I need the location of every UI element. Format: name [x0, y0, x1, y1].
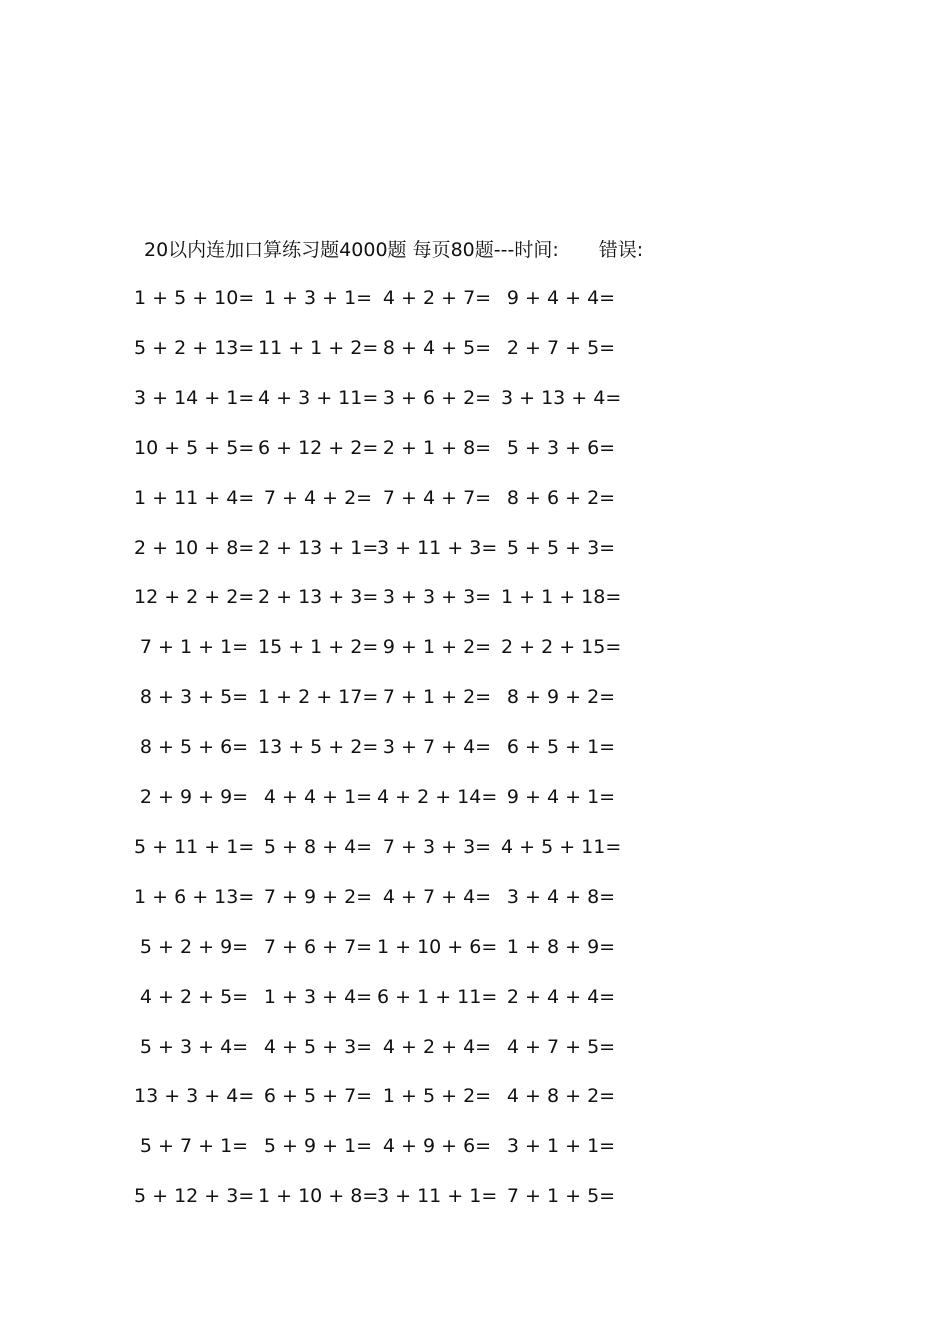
- problem-item: 5 + 12 + 3=: [134, 1185, 255, 1207]
- problem-item: 2 + 9 + 9=: [139, 786, 249, 808]
- problem-item: 8 + 3 + 5=: [139, 686, 249, 708]
- problem-item: 8 + 5 + 6=: [139, 736, 249, 758]
- problem-item: 9 + 1 + 2=: [382, 636, 492, 658]
- problem-item: 1 + 3 + 4=: [263, 986, 373, 1008]
- problem-item: 1 + 1 + 18=: [501, 586, 622, 608]
- problem-item: 4 + 5 + 11=: [501, 836, 622, 858]
- problem-item: 3 + 1 + 1=: [506, 1135, 616, 1157]
- problem-item: 1 + 3 + 1=: [263, 287, 373, 309]
- problem-item: 4 + 5 + 3=: [263, 1036, 373, 1058]
- problem-item: 1 + 6 + 13=: [134, 886, 255, 908]
- problem-item: 5 + 7 + 1=: [139, 1135, 249, 1157]
- problem-item: 4 + 2 + 14=: [377, 786, 498, 808]
- problem-item: 13 + 5 + 2=: [258, 736, 379, 758]
- problem-item: 3 + 14 + 1=: [134, 387, 255, 409]
- problem-item: 13 + 3 + 4=: [134, 1085, 255, 1107]
- problem-item: 2 + 7 + 5=: [506, 337, 616, 359]
- problem-item: 8 + 9 + 2=: [506, 686, 616, 708]
- problem-item: 4 + 2 + 5=: [139, 986, 249, 1008]
- problem-item: 4 + 3 + 11=: [258, 387, 379, 409]
- problem-item: 11 + 1 + 2=: [258, 337, 379, 359]
- problem-item: 1 + 2 + 17=: [258, 686, 379, 708]
- problem-item: 7 + 1 + 2=: [382, 686, 492, 708]
- problem-item: 1 + 10 + 6=: [377, 936, 498, 958]
- problem-item: 9 + 4 + 1=: [506, 786, 616, 808]
- problem-item: 2 + 13 + 3=: [258, 586, 379, 608]
- problem-item: 2 + 2 + 15=: [501, 636, 622, 658]
- problem-item: 15 + 1 + 2=: [258, 636, 379, 658]
- problem-item: 3 + 4 + 8=: [506, 886, 616, 908]
- problem-item: 9 + 4 + 4=: [506, 287, 616, 309]
- problem-item: 2 + 13 + 1=: [258, 537, 379, 559]
- problem-item: 5 + 3 + 6=: [506, 437, 616, 459]
- problem-item: 4 + 9 + 6=: [382, 1135, 492, 1157]
- problem-item: 7 + 3 + 3=: [382, 836, 492, 858]
- problem-item: 5 + 3 + 4=: [139, 1036, 249, 1058]
- problem-item: 1 + 5 + 2=: [382, 1085, 492, 1107]
- problem-item: 3 + 7 + 4=: [382, 736, 492, 758]
- problem-item: 4 + 8 + 2=: [506, 1085, 616, 1107]
- problem-item: 7 + 9 + 2=: [263, 886, 373, 908]
- problem-item: 2 + 4 + 4=: [506, 986, 616, 1008]
- problem-item: 1 + 11 + 4=: [134, 487, 255, 509]
- problem-item: 4 + 7 + 4=: [382, 886, 492, 908]
- problem-item: 5 + 2 + 9=: [139, 936, 249, 958]
- problem-item: 6 + 5 + 1=: [506, 736, 616, 758]
- problem-item: 2 + 10 + 8=: [134, 537, 255, 559]
- problem-item: 5 + 2 + 13=: [134, 337, 255, 359]
- problem-item: 4 + 4 + 1=: [263, 786, 373, 808]
- problem-item: 12 + 2 + 2=: [134, 586, 255, 608]
- problem-item: 1 + 10 + 8=: [258, 1185, 379, 1207]
- problem-item: 3 + 11 + 1=: [377, 1185, 498, 1207]
- problem-item: 7 + 4 + 7=: [382, 487, 492, 509]
- problem-item: 7 + 6 + 7=: [263, 936, 373, 958]
- problem-item: 7 + 1 + 1=: [139, 636, 249, 658]
- worksheet-title: 20以内连加口算练习题4000题 每页80题---时间:: [144, 239, 559, 261]
- problem-item: 6 + 12 + 2=: [258, 437, 379, 459]
- problem-item: 1 + 8 + 9=: [506, 936, 616, 958]
- problem-item: 4 + 7 + 5=: [506, 1036, 616, 1058]
- problem-item: 8 + 6 + 2=: [506, 487, 616, 509]
- problem-item: 4 + 2 + 4=: [382, 1036, 492, 1058]
- problem-item: 6 + 1 + 11=: [377, 986, 498, 1008]
- problem-item: 7 + 4 + 2=: [263, 487, 373, 509]
- problem-item: 7 + 1 + 5=: [506, 1185, 616, 1207]
- problem-item: 1 + 5 + 10=: [134, 287, 255, 309]
- problem-item: 3 + 3 + 3=: [382, 586, 492, 608]
- problem-item: 3 + 6 + 2=: [382, 387, 492, 409]
- problem-item: 5 + 5 + 3=: [506, 537, 616, 559]
- problem-item: 5 + 11 + 1=: [134, 836, 255, 858]
- problem-item: 5 + 9 + 1=: [263, 1135, 373, 1157]
- problem-item: 4 + 2 + 7=: [382, 287, 492, 309]
- problem-item: 6 + 5 + 7=: [263, 1085, 373, 1107]
- errors-label: 错误:: [598, 239, 644, 261]
- problem-item: 8 + 4 + 5=: [382, 337, 492, 359]
- problem-item: 3 + 13 + 4=: [501, 387, 622, 409]
- problem-item: 2 + 1 + 8=: [382, 437, 492, 459]
- problem-item: 3 + 11 + 3=: [377, 537, 498, 559]
- problem-item: 5 + 8 + 4=: [263, 836, 373, 858]
- problem-item: 10 + 5 + 5=: [134, 437, 255, 459]
